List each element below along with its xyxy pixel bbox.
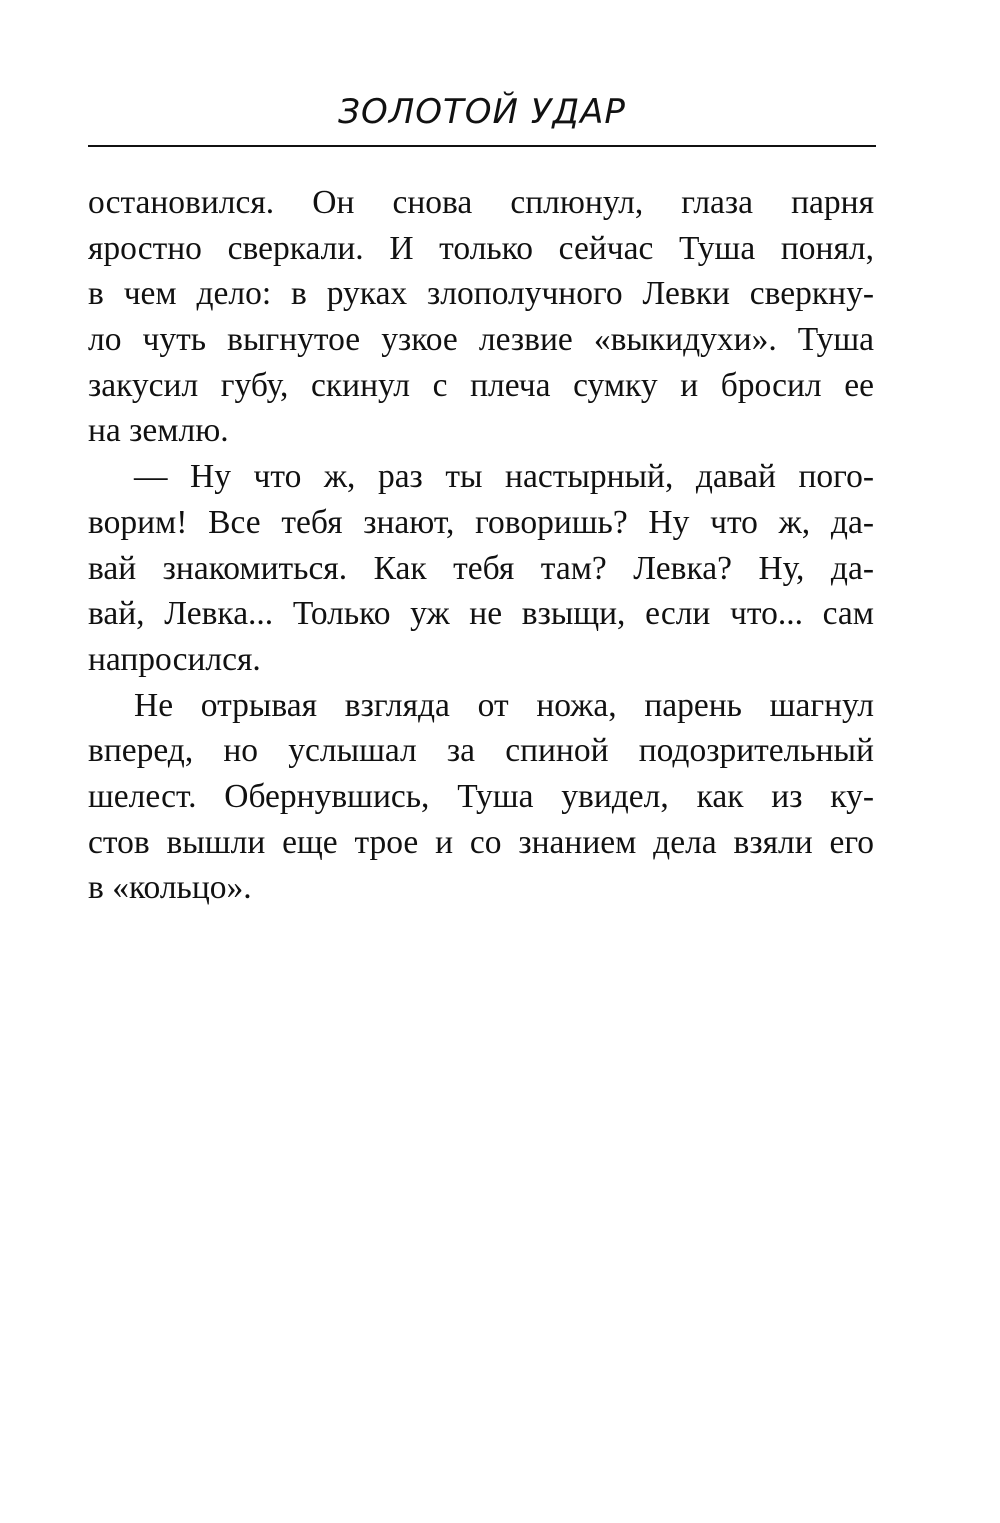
text-line: на землю. [88,412,229,450]
text-line: в «кольцо». [88,869,252,907]
text-line: ворим! Все тебя знают, говоришь? Ну что ж, да- [88,503,874,541]
paragraph-2 [88,454,874,682]
text-line: закусил губу, скинул с плеча сумку и бросил ее [88,366,874,404]
paragraph-1 [88,180,874,454]
body-text [88,180,874,911]
text-line: в чем дело: в руках злополучного Левки сверкну- [88,275,874,313]
text-line: шелест. Обернувшись, Туша увидел, как из ку- [88,777,874,815]
text-line: ло чуть выгнутое узкое лезвие «выкидухи». Туша [88,321,874,359]
text-line: Не отрывая взгляда от ножа, парень шагнул [134,686,874,724]
text-line: вай, Левка... Только уж не взыщи, если что... сам [88,595,874,633]
text-line: напросился. [88,640,261,678]
text-line: остановился. Он снова сплюнул, глаза парня [88,184,874,221]
running-header-title: ЗОЛОТОЙ УДАР [338,92,626,132]
text-line: стов вышли еще трое и со знанием дела взяли его [88,823,874,861]
paragraph-3 [88,683,874,911]
text-line: вперед, но услышал за спиной подозрительный [88,732,874,770]
text-line: вай знакомиться. Как тебя там? Левка? Ну, да- [88,549,874,587]
text-line: — Ну что ж, раз ты настырный, давай пого- [134,458,874,496]
text-line: яростно сверкали. И только сейчас Туша понял, [88,229,874,267]
header-rule [88,145,876,147]
